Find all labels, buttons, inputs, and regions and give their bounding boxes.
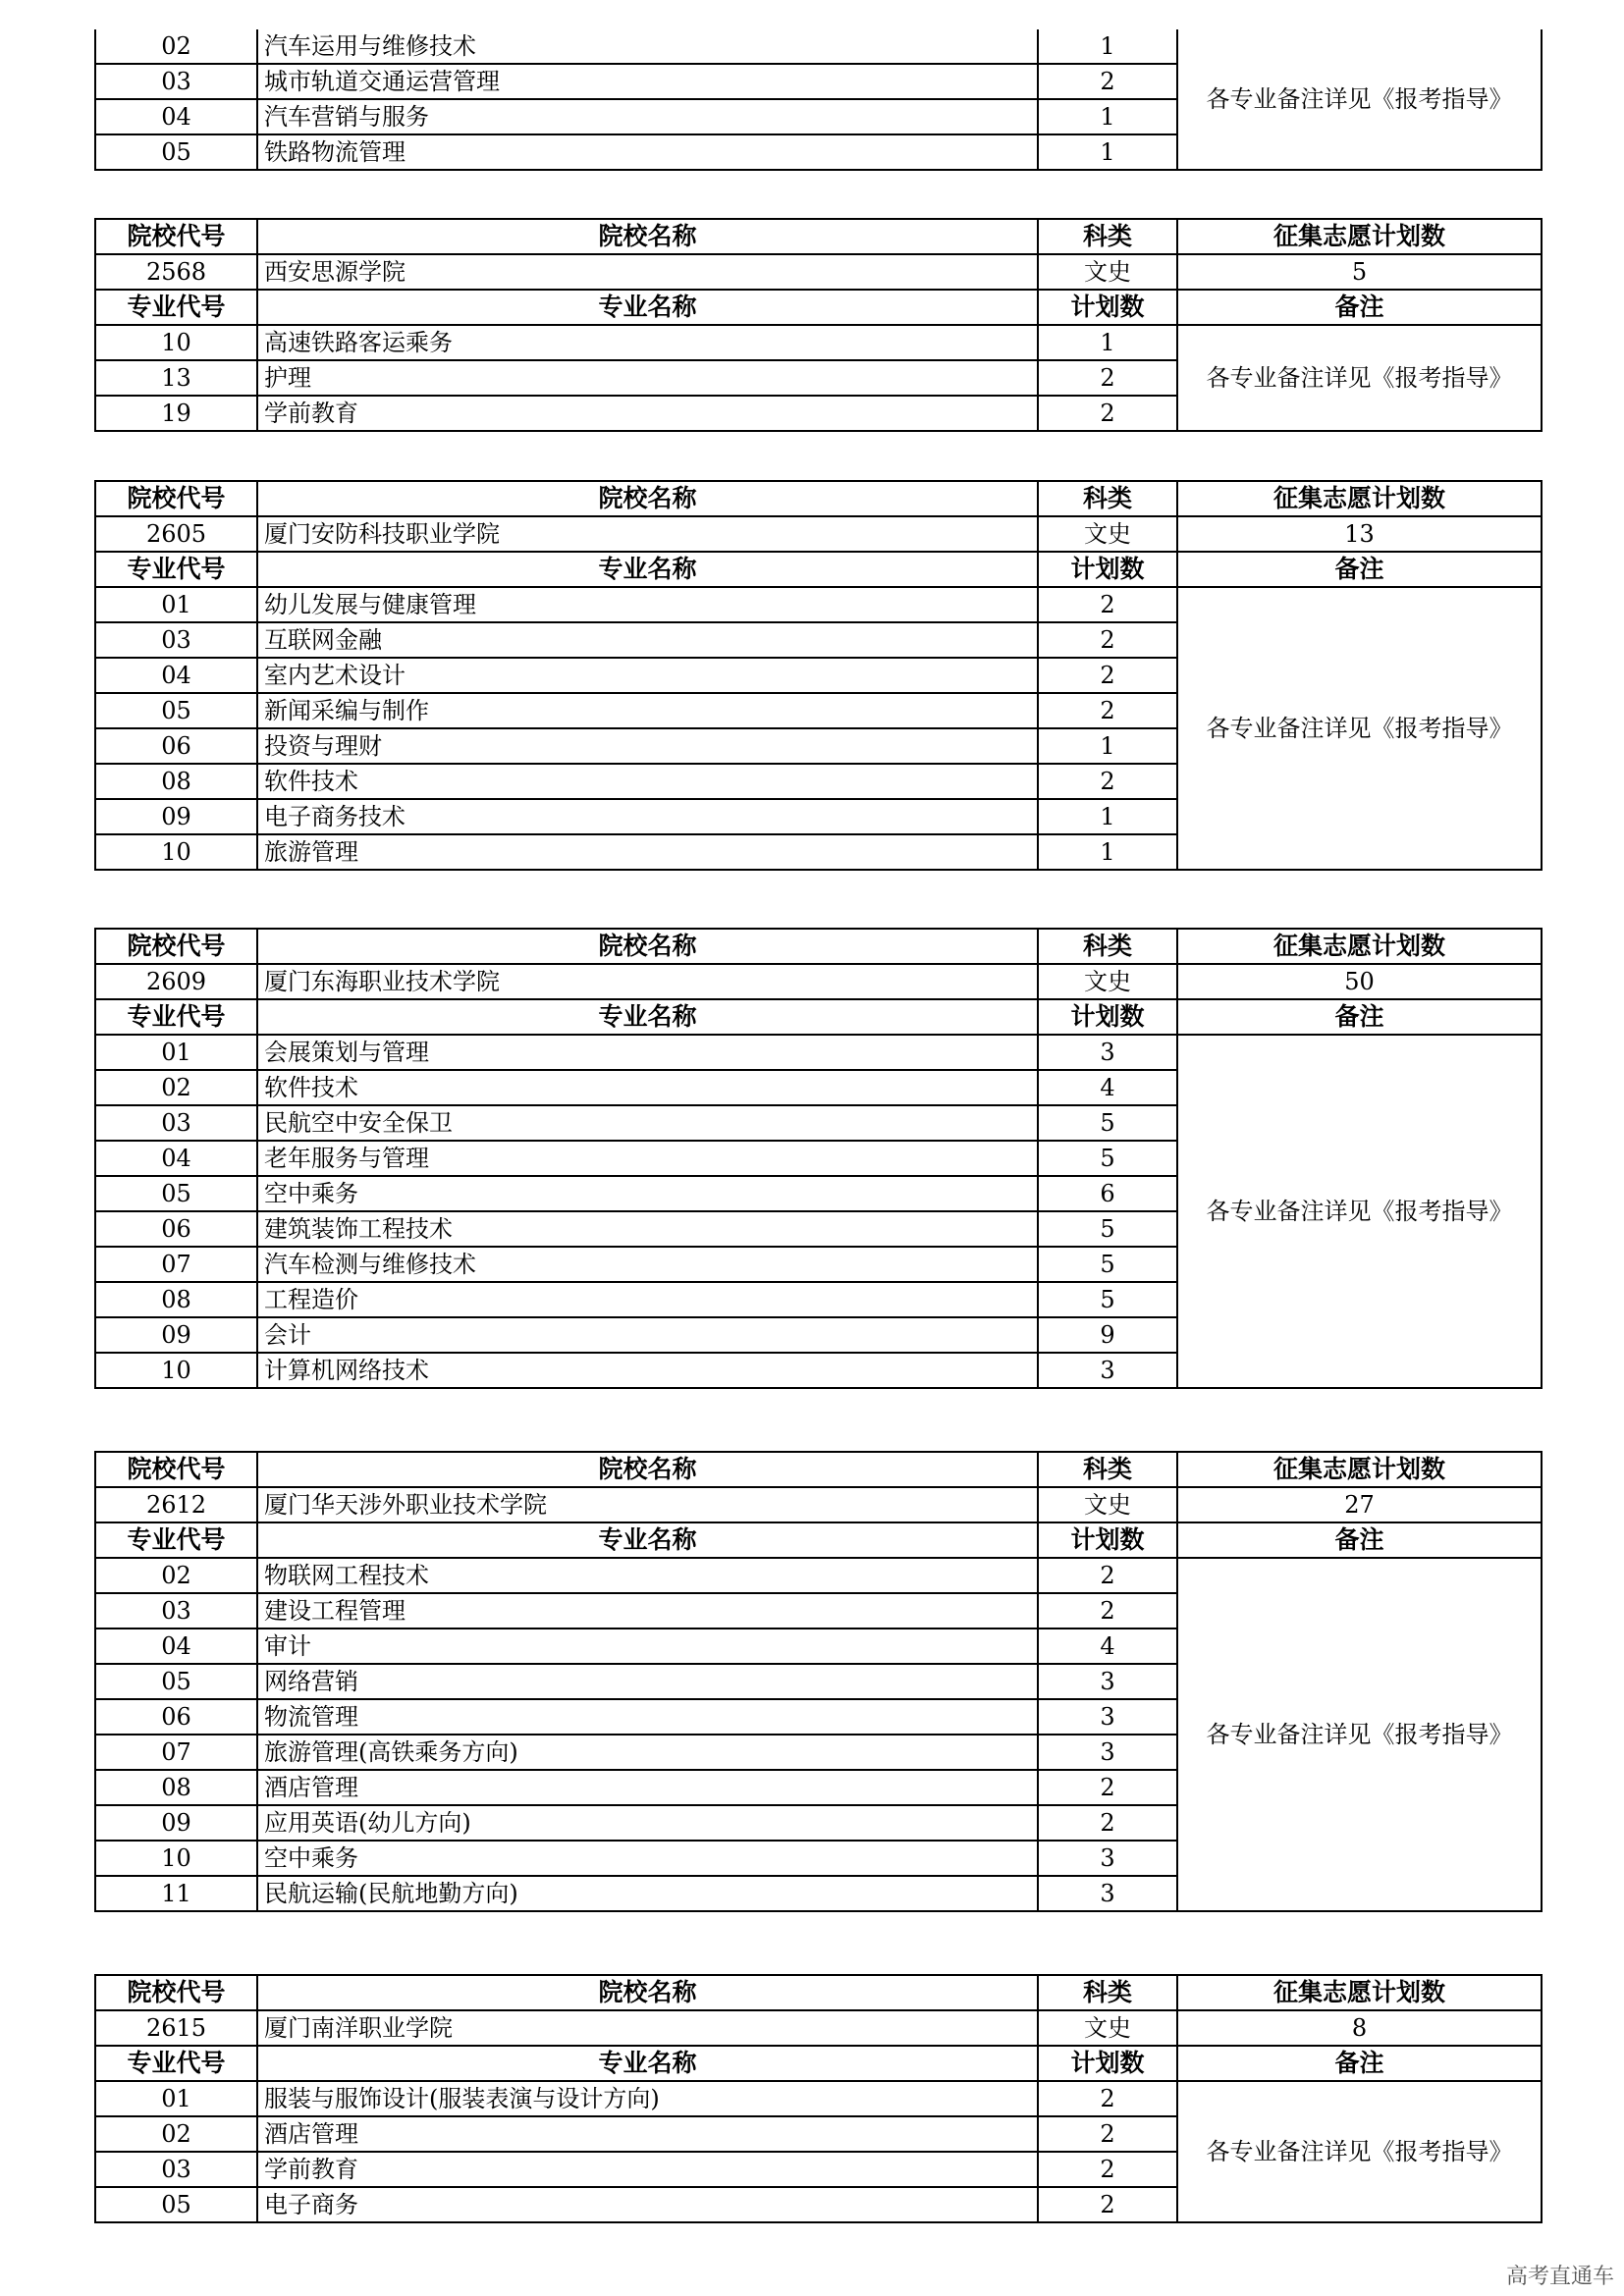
major-name: 空中乘务 — [257, 1841, 1038, 1876]
school-block-2612 — [94, 1451, 1541, 1912]
school-info-row — [95, 2010, 1542, 2046]
school-header-row — [95, 929, 1542, 964]
school-block-2609 — [94, 928, 1541, 1389]
continued-majors-table — [94, 29, 1543, 171]
header-major-code: 专业代号 — [95, 1522, 257, 1558]
table-row — [95, 1558, 1542, 1593]
major-header-row — [95, 999, 1542, 1035]
major-name: 酒店管理 — [257, 1770, 1038, 1805]
major-code: 02 — [95, 29, 257, 64]
major-name: 空中乘务 — [257, 1176, 1038, 1211]
plan-count: 4 — [1038, 1070, 1177, 1105]
major-code: 04 — [95, 1629, 257, 1664]
school-info-row — [95, 964, 1542, 999]
plan-count: 3 — [1038, 1876, 1177, 1911]
major-code: 02 — [95, 2116, 257, 2152]
header-major-name: 专业名称 — [257, 1522, 1038, 1558]
major-code: 06 — [95, 1699, 257, 1735]
major-name: 网络营销 — [257, 1664, 1038, 1699]
watermark: 高考直通车 — [1505, 2265, 1614, 2289]
major-code: 09 — [95, 1317, 257, 1353]
school-name: 西安思源学院 — [257, 254, 1038, 290]
school-code: 2615 — [95, 2010, 257, 2046]
plan-count: 2 — [1038, 1805, 1177, 1841]
major-name: 互联网金融 — [257, 622, 1038, 658]
header-school-name: 院校名称 — [257, 219, 1038, 254]
header-plan-count: 计划数 — [1038, 1522, 1177, 1558]
plan-count: 9 — [1038, 1317, 1177, 1353]
plan-count: 2 — [1038, 1770, 1177, 1805]
school-header-row — [95, 1452, 1542, 1487]
header-major-name: 专业名称 — [257, 2046, 1038, 2081]
plan-count: 2 — [1038, 2116, 1177, 2152]
table-row — [95, 587, 1542, 622]
header-note: 备注 — [1177, 552, 1542, 587]
table-row — [95, 29, 1542, 64]
school-header-row — [95, 481, 1542, 516]
plan-count: 1 — [1038, 325, 1177, 360]
plan-count: 2 — [1038, 764, 1177, 799]
major-name: 建设工程管理 — [257, 1593, 1038, 1629]
school-table — [94, 1451, 1543, 1912]
header-major-code: 专业代号 — [95, 999, 257, 1035]
school-plan-total: 13 — [1177, 516, 1542, 552]
header-major-name: 专业名称 — [257, 999, 1038, 1035]
header-category: 科类 — [1038, 1975, 1177, 2010]
major-code: 10 — [95, 834, 257, 870]
major-name: 室内艺术设计 — [257, 658, 1038, 693]
major-name: 会展策划与管理 — [257, 1035, 1038, 1070]
major-code: 10 — [95, 1353, 257, 1388]
major-code: 02 — [95, 1558, 257, 1593]
plan-count: 3 — [1038, 1353, 1177, 1388]
major-code: 03 — [95, 1593, 257, 1629]
note-cell: 各专业备注详见《报考指导》 — [1177, 325, 1542, 431]
school-code: 2568 — [95, 254, 257, 290]
school-code: 2609 — [95, 964, 257, 999]
major-name: 酒店管理 — [257, 2116, 1038, 2152]
header-school-name: 院校名称 — [257, 929, 1038, 964]
plan-count: 1 — [1038, 834, 1177, 870]
header-plan-count: 计划数 — [1038, 999, 1177, 1035]
school-plan-total: 5 — [1177, 254, 1542, 290]
header-note: 备注 — [1177, 1522, 1542, 1558]
header-category: 科类 — [1038, 481, 1177, 516]
major-code: 05 — [95, 693, 257, 728]
major-name: 汽车营销与服务 — [257, 99, 1038, 134]
school-block-2615 — [94, 1974, 1541, 2223]
note-cell: 各专业备注详见《报考指导》 — [1177, 1035, 1542, 1388]
major-code: 05 — [95, 134, 257, 170]
school-block-2605 — [94, 480, 1541, 871]
plan-count: 5 — [1038, 1105, 1177, 1141]
major-code: 05 — [95, 1176, 257, 1211]
school-plan-total: 27 — [1177, 1487, 1542, 1522]
school-header-row — [95, 219, 1542, 254]
school-info-row — [95, 1487, 1542, 1522]
major-code: 03 — [95, 622, 257, 658]
school-table — [94, 928, 1543, 1389]
plan-count: 1 — [1038, 99, 1177, 134]
major-name: 幼儿发展与健康管理 — [257, 587, 1038, 622]
major-name: 汽车运用与维修技术 — [257, 29, 1038, 64]
school-category: 文史 — [1038, 254, 1177, 290]
header-school-name: 院校名称 — [257, 1452, 1038, 1487]
major-code: 08 — [95, 764, 257, 799]
major-code: 09 — [95, 1805, 257, 1841]
major-code: 07 — [95, 1247, 257, 1282]
header-major-code: 专业代号 — [95, 552, 257, 587]
header-plan-count: 计划数 — [1038, 2046, 1177, 2081]
header-note: 备注 — [1177, 290, 1542, 325]
plan-count: 5 — [1038, 1211, 1177, 1247]
header-school-code: 院校代号 — [95, 219, 257, 254]
major-code: 08 — [95, 1770, 257, 1805]
major-name: 物流管理 — [257, 1699, 1038, 1735]
plan-count: 4 — [1038, 1629, 1177, 1664]
plan-count: 2 — [1038, 396, 1177, 431]
header-category: 科类 — [1038, 929, 1177, 964]
major-name: 电子商务 — [257, 2187, 1038, 2222]
plan-count: 2 — [1038, 64, 1177, 99]
plan-count: 6 — [1038, 1176, 1177, 1211]
plan-count: 2 — [1038, 1593, 1177, 1629]
plan-count: 2 — [1038, 1558, 1177, 1593]
plan-count: 2 — [1038, 693, 1177, 728]
school-info-row — [95, 516, 1542, 552]
plan-count: 5 — [1038, 1141, 1177, 1176]
plan-count: 1 — [1038, 728, 1177, 764]
major-code: 04 — [95, 658, 257, 693]
school-name: 厦门南洋职业学院 — [257, 2010, 1038, 2046]
major-code: 11 — [95, 1876, 257, 1911]
plan-count: 2 — [1038, 2187, 1177, 2222]
school-name: 厦门东海职业技术学院 — [257, 964, 1038, 999]
plan-count: 3 — [1038, 1699, 1177, 1735]
major-name: 学前教育 — [257, 2152, 1038, 2187]
header-plan-total: 征集志愿计划数 — [1177, 219, 1542, 254]
major-name: 旅游管理 — [257, 834, 1038, 870]
school-plan-total: 50 — [1177, 964, 1542, 999]
major-code: 01 — [95, 2081, 257, 2116]
plan-count: 5 — [1038, 1282, 1177, 1317]
header-school-name: 院校名称 — [257, 481, 1038, 516]
header-plan-total: 征集志愿计划数 — [1177, 1975, 1542, 2010]
major-name: 学前教育 — [257, 396, 1038, 431]
major-code: 07 — [95, 1735, 257, 1770]
major-code: 04 — [95, 1141, 257, 1176]
school-name: 厦门华天涉外职业技术学院 — [257, 1487, 1038, 1522]
school-name: 厦门安防科技职业学院 — [257, 516, 1038, 552]
major-name: 物联网工程技术 — [257, 1558, 1038, 1593]
header-plan-total: 征集志愿计划数 — [1177, 929, 1542, 964]
major-code: 13 — [95, 360, 257, 396]
plan-count: 1 — [1038, 134, 1177, 170]
major-name: 新闻采编与制作 — [257, 693, 1038, 728]
major-name: 软件技术 — [257, 764, 1038, 799]
plan-count: 2 — [1038, 360, 1177, 396]
note-cell: 各专业备注详见《报考指导》 — [1177, 587, 1542, 870]
major-name: 建筑装饰工程技术 — [257, 1211, 1038, 1247]
header-plan-count: 计划数 — [1038, 290, 1177, 325]
plan-count: 3 — [1038, 1841, 1177, 1876]
plan-count: 1 — [1038, 799, 1177, 834]
major-name: 铁路物流管理 — [257, 134, 1038, 170]
major-name: 民航空中安全保卫 — [257, 1105, 1038, 1141]
major-code: 01 — [95, 587, 257, 622]
plan-count: 3 — [1038, 1664, 1177, 1699]
header-major-code: 专业代号 — [95, 2046, 257, 2081]
major-code: 03 — [95, 1105, 257, 1141]
major-code: 10 — [95, 325, 257, 360]
school-category: 文史 — [1038, 516, 1177, 552]
header-school-code: 院校代号 — [95, 929, 257, 964]
school-info-row — [95, 254, 1542, 290]
major-name: 高速铁路客运乘务 — [257, 325, 1038, 360]
major-name: 旅游管理(高铁乘务方向) — [257, 1735, 1038, 1770]
school-code: 2612 — [95, 1487, 257, 1522]
major-name: 服装与服饰设计(服装表演与设计方向) — [257, 2081, 1038, 2116]
major-name: 民航运输(民航地勤方向) — [257, 1876, 1038, 1911]
plan-count: 3 — [1038, 1735, 1177, 1770]
major-code: 19 — [95, 396, 257, 431]
major-header-row — [95, 290, 1542, 325]
header-category: 科类 — [1038, 1452, 1177, 1487]
major-name: 汽车检测与维修技术 — [257, 1247, 1038, 1282]
major-name: 电子商务技术 — [257, 799, 1038, 834]
school-table — [94, 1974, 1543, 2223]
school-category: 文史 — [1038, 1487, 1177, 1522]
major-name: 城市轨道交通运营管理 — [257, 64, 1038, 99]
header-plan-count: 计划数 — [1038, 552, 1177, 587]
major-code: 01 — [95, 1035, 257, 1070]
major-code: 09 — [95, 799, 257, 834]
school-header-row — [95, 1975, 1542, 2010]
header-note: 备注 — [1177, 999, 1542, 1035]
note-cell: 各专业备注详见《报考指导》 — [1177, 2081, 1542, 2222]
note-cell: 各专业备注详见《报考指导》 — [1177, 1558, 1542, 1911]
table-row — [95, 2081, 1542, 2116]
header-plan-total: 征集志愿计划数 — [1177, 1452, 1542, 1487]
header-school-code: 院校代号 — [95, 481, 257, 516]
plan-count: 1 — [1038, 29, 1177, 64]
major-code: 03 — [95, 64, 257, 99]
header-major-name: 专业名称 — [257, 552, 1038, 587]
major-name: 计算机网络技术 — [257, 1353, 1038, 1388]
major-name: 投资与理财 — [257, 728, 1038, 764]
major-header-row — [95, 2046, 1542, 2081]
major-header-row — [95, 1522, 1542, 1558]
school-category: 文史 — [1038, 2010, 1177, 2046]
major-code: 10 — [95, 1841, 257, 1876]
major-name: 老年服务与管理 — [257, 1141, 1038, 1176]
plan-count: 2 — [1038, 658, 1177, 693]
plan-count: 3 — [1038, 1035, 1177, 1070]
continued-block — [94, 29, 1541, 171]
table-row — [95, 325, 1542, 360]
major-name: 工程造价 — [257, 1282, 1038, 1317]
school-block-2568 — [94, 218, 1541, 432]
major-name: 应用英语(幼儿方向) — [257, 1805, 1038, 1841]
school-table — [94, 480, 1543, 871]
major-code: 08 — [95, 1282, 257, 1317]
major-code: 04 — [95, 99, 257, 134]
plan-count: 2 — [1038, 2081, 1177, 2116]
major-code: 05 — [95, 2187, 257, 2222]
header-school-code: 院校代号 — [95, 1975, 257, 2010]
school-category: 文史 — [1038, 964, 1177, 999]
header-category: 科类 — [1038, 219, 1177, 254]
major-name: 护理 — [257, 360, 1038, 396]
major-name: 软件技术 — [257, 1070, 1038, 1105]
major-code: 06 — [95, 728, 257, 764]
plan-count: 2 — [1038, 622, 1177, 658]
major-name: 审计 — [257, 1629, 1038, 1664]
major-code: 03 — [95, 2152, 257, 2187]
major-header-row — [95, 552, 1542, 587]
school-plan-total: 8 — [1177, 2010, 1542, 2046]
plan-count: 5 — [1038, 1247, 1177, 1282]
header-major-name: 专业名称 — [257, 290, 1038, 325]
header-major-code: 专业代号 — [95, 290, 257, 325]
note-cell: 各专业备注详见《报考指导》 — [1177, 29, 1542, 170]
major-code: 06 — [95, 1211, 257, 1247]
major-code: 05 — [95, 1664, 257, 1699]
table-row — [95, 1035, 1542, 1070]
major-code: 02 — [95, 1070, 257, 1105]
school-code: 2605 — [95, 516, 257, 552]
school-table — [94, 218, 1543, 432]
plan-count: 2 — [1038, 2152, 1177, 2187]
header-school-name: 院校名称 — [257, 1975, 1038, 2010]
major-name: 会计 — [257, 1317, 1038, 1353]
header-school-code: 院校代号 — [95, 1452, 257, 1487]
plan-count: 2 — [1038, 587, 1177, 622]
header-plan-total: 征集志愿计划数 — [1177, 481, 1542, 516]
header-note: 备注 — [1177, 2046, 1542, 2081]
